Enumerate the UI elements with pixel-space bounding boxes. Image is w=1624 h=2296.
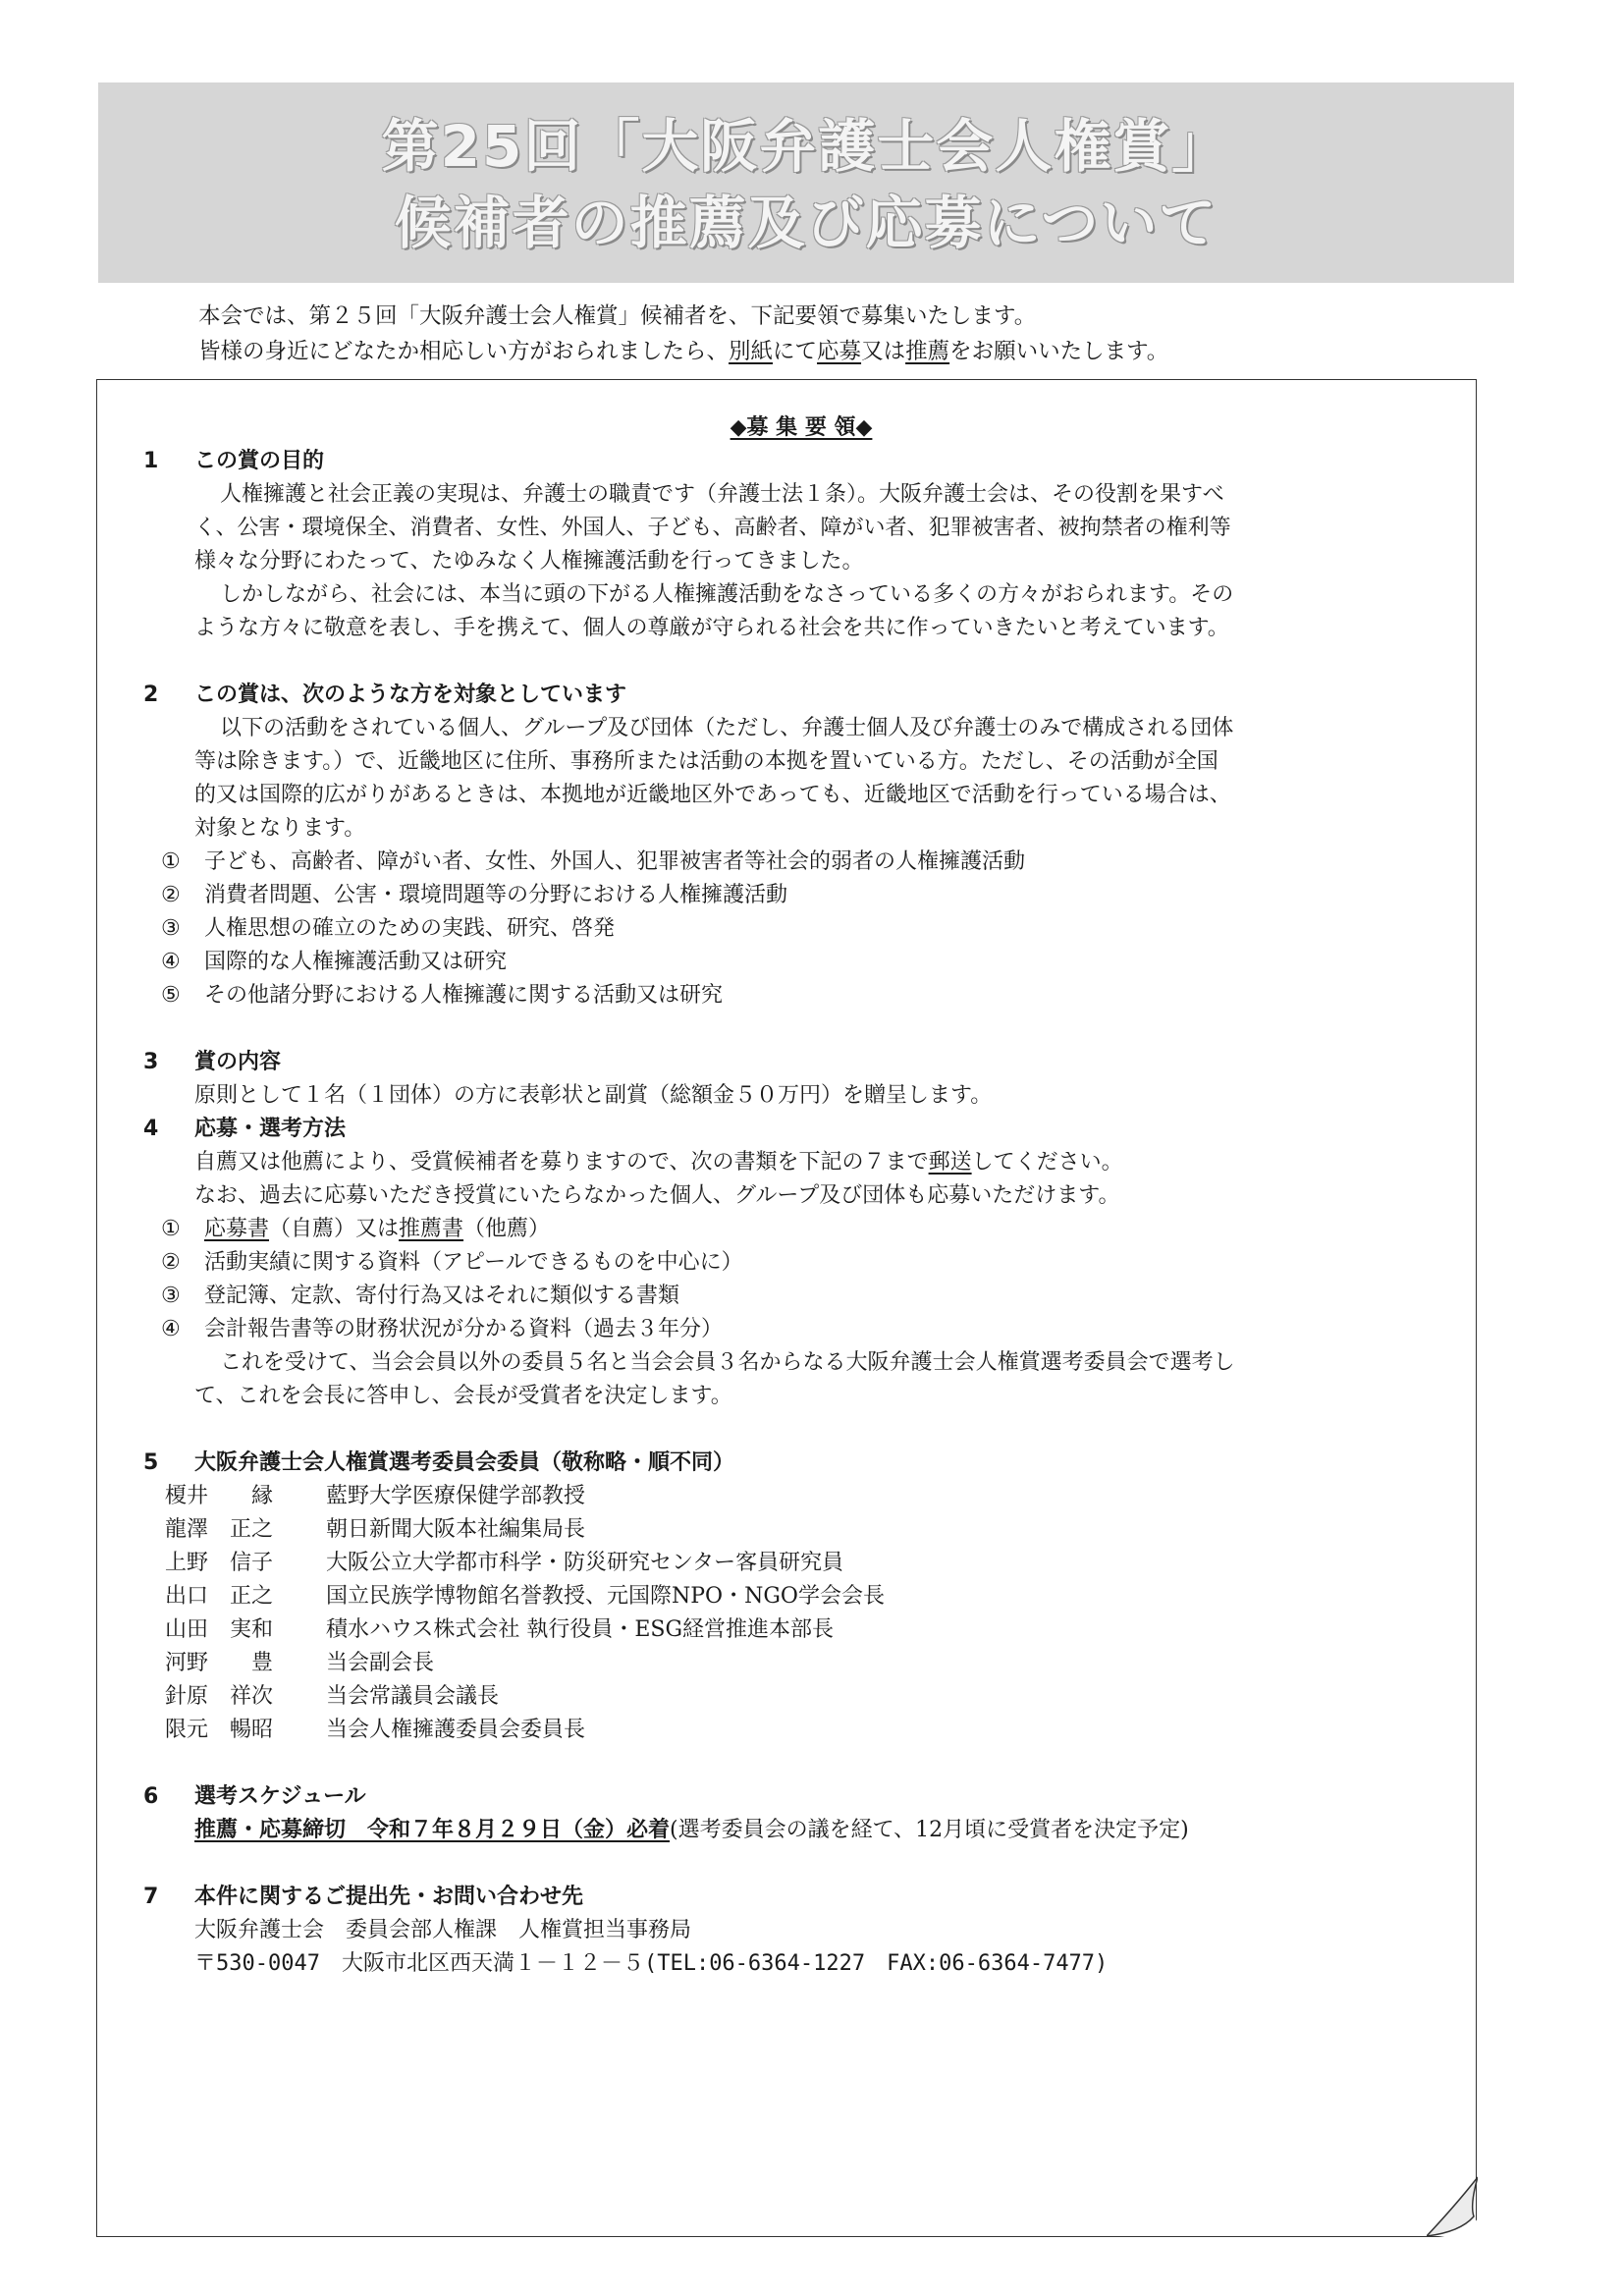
item-text: 人権思想の確立のための実践、研究、啓発 — [204, 916, 616, 941]
member-title: 国立民族学博物館名誉教授、元国際NPO・NGO学会会長 — [326, 1584, 885, 1609]
item-mark: ② — [161, 1250, 181, 1275]
contact-office: 大阪弁護士会 委員会部人権課 人権賞担当事務局 — [194, 1918, 692, 1942]
banner-title-line1: 第25回「大阪弁護士会人権賞」 — [381, 113, 1231, 180]
section-1-number: 1 — [143, 449, 159, 473]
section-4-p-l2: て、これを会長に答申し、会長が受賞者を決定します。 — [194, 1384, 732, 1408]
committee-member — [143, 1613, 1479, 1647]
recommendation-form-word: 推薦書 — [399, 1217, 464, 1241]
section-2-l2: 等は除きます。）で、近畿地区に住所、事務所または活動の本拠を置いている方。ただし、その活動が全国 — [194, 749, 1218, 774]
committee-member — [143, 1580, 1479, 1613]
section-4-item — [143, 1246, 1479, 1280]
member-title: 当会常議員会議長 — [326, 1684, 500, 1709]
item-mark: ④ — [161, 950, 181, 974]
member-name: 限元 暢昭 — [165, 1718, 274, 1742]
member-title: 藍野大学医療保健学部教授 — [326, 1484, 586, 1508]
intro-apply-word: 応募 — [817, 339, 862, 364]
section-5-heading — [143, 1447, 1479, 1480]
item-mark: ③ — [161, 1284, 181, 1308]
item-text: 登記簿、定款、寄付行為又はそれに類似する書類 — [204, 1284, 680, 1308]
item-text: 子ども、高齢者、障がい者、女性、外国人、犯罪被害者等社会的弱者の人権擁護活動 — [204, 849, 1026, 874]
section-4-mail-word: 郵送 — [928, 1150, 972, 1175]
committee-member — [143, 1680, 1479, 1714]
section-4-l1 — [143, 1146, 1479, 1179]
section-1-p1-l3: 様々な分野にわたって、たゆみなく人権擁護活動を行ってきました。 — [194, 549, 864, 574]
item-text: その他諸分野における人権擁護に関する活動又は研究 — [204, 983, 724, 1008]
section-7-number: 7 — [143, 1885, 159, 1909]
committee-member — [143, 1480, 1479, 1513]
page-curl-icon — [1427, 2175, 1478, 2238]
item-mark: ④ — [161, 1317, 181, 1341]
contact-address: 〒530-0047 大阪市北区西天満１－１２－５(TEL:06-6364-1227 FAX:06-6364-7477) — [194, 1951, 1109, 1976]
section-2-heading — [143, 679, 1479, 712]
member-name: 榎井 縁 — [165, 1484, 274, 1508]
intro-attachment-link: 別紙 — [729, 339, 774, 364]
section-4-item — [143, 1280, 1479, 1313]
guidelines-content — [143, 410, 1479, 1981]
section-1-p2-l1: しかしながら、社会には、本当に頭の下がる人権擁護活動をなさっている多くの方々がおられます。その — [220, 582, 1234, 607]
item-text-b: （他薦） — [463, 1217, 551, 1241]
section-5-number: 5 — [143, 1450, 159, 1475]
committee-member — [143, 1714, 1479, 1747]
deadline-note: (選考委員会の議を経て、12月頃に受賞者を決定予定) — [670, 1818, 1189, 1842]
section-3-l1: 原則として１名（１団体）の方に表彰状と副賞（総額金５０万円）を贈呈します。 — [194, 1083, 993, 1108]
committee-member — [143, 1547, 1479, 1580]
section-4-p-l1: これを受けて、当会会員以外の委員５名と当会会員３名からなる大阪弁護士会人権賞選考委員会で選考し — [220, 1350, 1235, 1375]
section-2-l1: 以下の活動をされている個人、グループ及び団体（ただし、弁護士個人及び弁護士のみで構成される団体 — [220, 716, 1234, 740]
section-4-l1-b: してください。 — [971, 1150, 1123, 1175]
guidelines-title-text: ◆募 集 要 領◆ — [730, 415, 873, 440]
section-4-heading — [143, 1113, 1479, 1146]
section-2-number: 2 — [143, 683, 159, 707]
member-title: 積水ハウス株式会社 執行役員・ESG経営推進本部長 — [326, 1617, 835, 1642]
section-3-title: 賞の内容 — [194, 1050, 282, 1074]
section-2-item — [143, 946, 1479, 979]
banner-title-line2: 候補者の推薦及び応募について — [394, 190, 1218, 256]
member-name: 上野 信子 — [165, 1551, 274, 1575]
guidelines-title — [143, 410, 1459, 445]
item-mark: ② — [161, 883, 181, 907]
section-2-l4: 対象となります。 — [194, 816, 366, 841]
item-mark: ③ — [161, 916, 181, 941]
section-1-heading — [143, 445, 1479, 478]
section-2-item — [143, 879, 1479, 912]
section-6-title: 選考スケジュール — [194, 1784, 366, 1809]
item-text: 国際的な人権擁護活動又は研究 — [204, 950, 508, 974]
section-1-p1-l2: く、公害・環境保全、消費者、女性、外国人、子ども、高齢者、障がい者、犯罪被害者、被拘禁者の権利等 — [194, 516, 1231, 540]
section-1-title: この賞の目的 — [194, 449, 325, 473]
committee-member — [143, 1647, 1479, 1680]
intro-text-b: にて — [773, 339, 818, 364]
deadline-text: 推薦・応募締切 令和７年８月２９日（金）必着 — [194, 1818, 671, 1842]
section-2-item — [143, 979, 1479, 1012]
item-text: 消費者問題、公害・環境問題等の分野における人権擁護活動 — [204, 883, 788, 907]
section-4-item — [143, 1213, 1479, 1246]
section-7-heading — [143, 1881, 1479, 1914]
intro-recommend-word: 推薦 — [905, 339, 950, 364]
intro-text-c: 又は — [861, 339, 906, 364]
item-mark: ⑤ — [161, 983, 181, 1008]
section-4-title: 応募・選考方法 — [194, 1117, 347, 1141]
section-1-p1-l1: 人権擁護と社会正義の実現は、弁護士の職責です（弁護士法１条）。大阪弁護士会は、その役割を果すべ — [220, 482, 1224, 507]
member-title: 当会人権擁護委員会委員長 — [326, 1718, 586, 1742]
member-name: 出口 正之 — [165, 1584, 274, 1609]
member-name: 山田 実和 — [165, 1617, 274, 1642]
title-banner — [98, 82, 1514, 283]
section-4-number: 4 — [143, 1117, 159, 1141]
section-6-schedule — [143, 1814, 1479, 1847]
section-6-heading — [143, 1780, 1479, 1814]
section-1-p2-l2: ような方々に敬意を表し、手を携えて、個人の尊厳が守られる社会を共に作っていきたいと考えています。 — [194, 616, 1229, 640]
section-7-title: 本件に関するご提出先・お問い合わせ先 — [194, 1885, 584, 1909]
intro-text-d: をお願いいたします。 — [949, 339, 1169, 364]
section-5-title: 大阪弁護士会人権賞選考委員会委員（敬称略・順不同） — [194, 1450, 735, 1475]
committee-member — [143, 1513, 1479, 1547]
intro-text — [198, 299, 1168, 369]
member-title: 朝日新聞大阪本社編集局長 — [326, 1517, 586, 1542]
item-mark: ① — [161, 849, 181, 874]
member-title: 大阪公立大学都市科学・防災研究センター客員研究員 — [326, 1551, 844, 1575]
section-3-number: 3 — [143, 1050, 159, 1074]
member-name: 河野 豊 — [165, 1651, 274, 1675]
member-name: 龍澤 正之 — [165, 1517, 274, 1542]
application-form-word: 応募書 — [204, 1217, 270, 1241]
item-text: 活動実績に関する資料（アピールできるものを中心に） — [204, 1250, 743, 1275]
section-2-title: この賞は、次のような方を対象としています — [194, 683, 627, 707]
member-title: 当会副会長 — [326, 1651, 435, 1675]
section-4-l1-a: 自薦又は他薦により、受賞候補者を募りますので、次の書類を下記の７まで — [194, 1150, 929, 1175]
section-3-heading — [143, 1046, 1479, 1079]
intro-text-a: 皆様の身近にどなたか相応しい方がおられましたら、 — [198, 339, 730, 364]
section-6-number: 6 — [143, 1784, 159, 1809]
item-text-a: （自薦）又は — [269, 1217, 400, 1241]
member-name: 針原 祥次 — [165, 1684, 274, 1709]
section-4-item — [143, 1313, 1479, 1346]
item-text: 会計報告書等の財務状況が分かる資料（過去３年分） — [204, 1317, 724, 1341]
section-2-item — [143, 846, 1479, 879]
item-mark: ① — [161, 1217, 181, 1241]
section-4-l2: なお、過去に応募いただき授賞にいたらなかった個人、グループ及び団体も応募いただけます。 — [194, 1183, 1120, 1208]
section-2-l3: 的又は国際的広がりがあるときは、本拠地が近畿地区外であっても、近畿地区で活動を行っている場合は、 — [194, 783, 1231, 807]
intro-line-2 — [198, 334, 1168, 369]
intro-line-1: 本会では、第２５回「大阪弁護士会人権賞」候補者を、下記要領で募集いたします。 — [198, 303, 1037, 329]
section-2-item — [143, 912, 1479, 946]
